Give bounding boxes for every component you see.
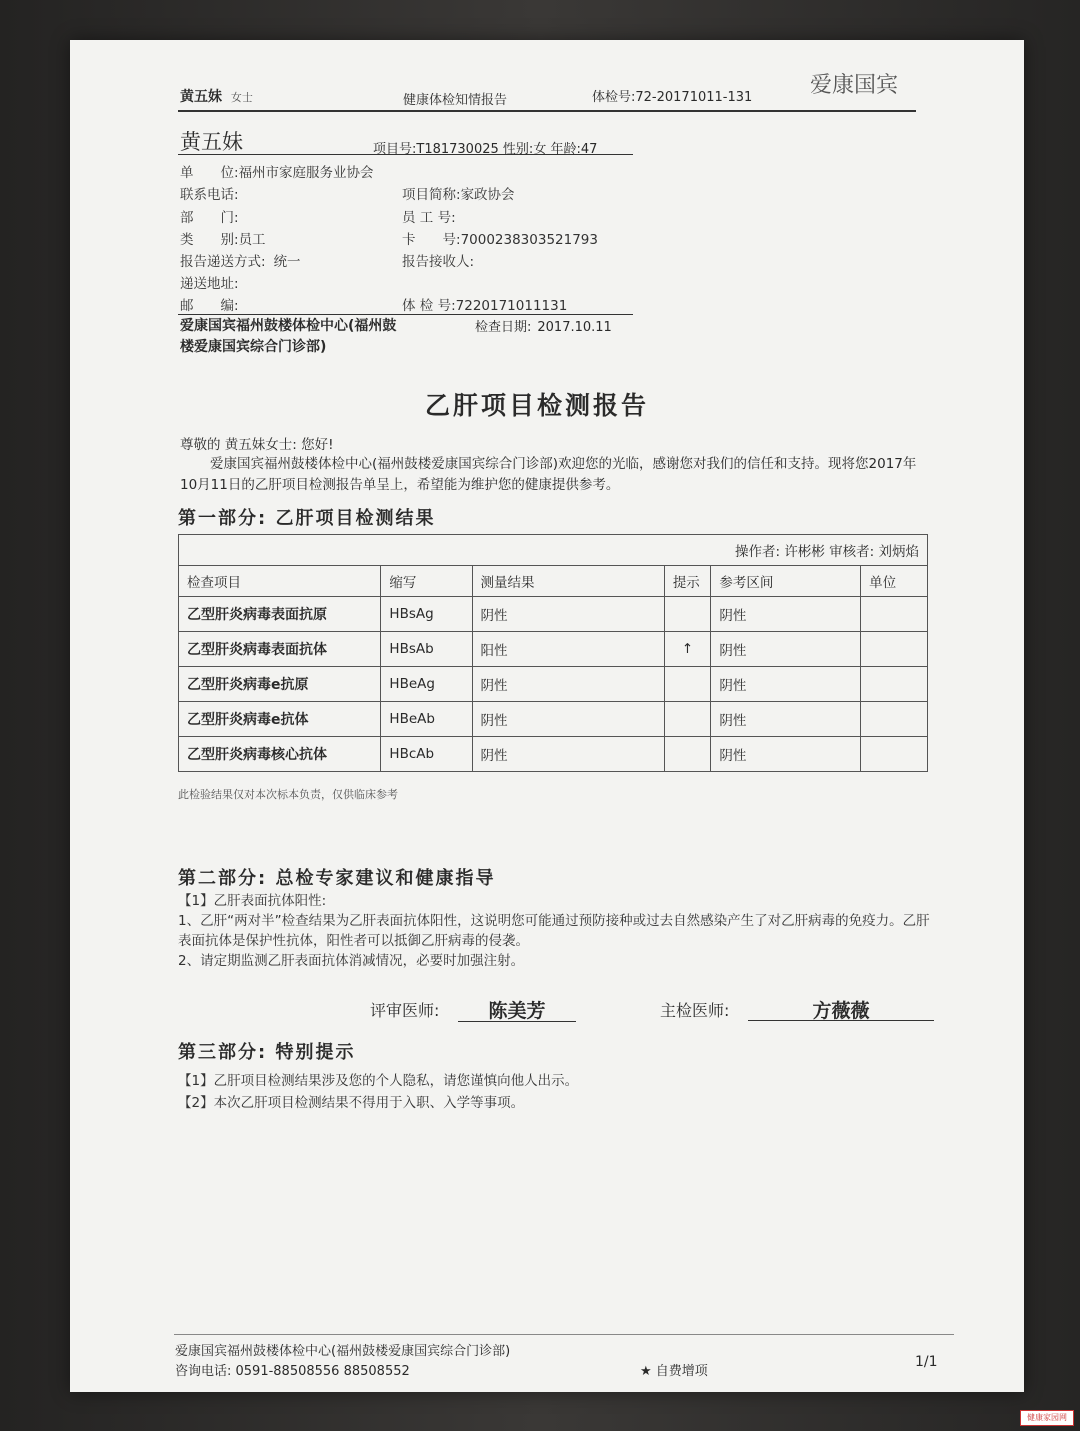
advice-line-2: 2、请定期监测乙肝表面抗体消减情况，必要时加强注射。 [178, 953, 525, 969]
ref-cell: 阴性 [711, 632, 861, 667]
age-value: 47 [580, 142, 598, 157]
item-cell: 乙型肝炎病毒e抗体 [179, 702, 381, 737]
check-date-label: 检查日期: [475, 320, 532, 335]
category-row [180, 228, 266, 248]
employee-no-row [402, 206, 456, 226]
table-row [179, 597, 928, 632]
ref-cell: 阴性 [711, 667, 861, 702]
abbr-cell: HBsAg [381, 597, 472, 632]
postcode-label: 邮 编: [180, 298, 239, 314]
col-header: 参考区间 [711, 566, 861, 597]
col-header: 测量结果 [472, 566, 664, 597]
chief-signature: 方薇薇 [812, 1000, 870, 1022]
card-row [402, 228, 598, 248]
item-cell: 乙型肝炎病毒表面抗原 [179, 597, 381, 632]
abbr-cell: HBeAb [381, 702, 472, 737]
header-report-title: 健康体检知情报告 [403, 93, 508, 108]
col-header: 单位 [861, 566, 928, 597]
unit-cell [861, 702, 928, 737]
project-no-value: T181730025 [416, 142, 499, 157]
header-patient [180, 86, 253, 106]
card-label: 卡 号: [402, 232, 461, 248]
header-patient-name: 黄五妹 [180, 89, 222, 105]
org-name: 爱康国宾福州鼓楼体检中心(福州鼓楼爱康国宾综合门诊部) [180, 318, 397, 355]
check-date [475, 316, 612, 335]
exam-no-row [402, 294, 567, 314]
footer-divider [174, 1334, 954, 1335]
intro-text: 爱康国宾福州鼓楼体检中心(福州鼓楼爱康国宾综合门诊部)欢迎您的光临，感谢您对我们的信任和支持。现将您2017年10月11日的乙肝项目检测报告单呈上，希望能为维护您的健康提供参考。 [180, 456, 917, 493]
unit-cell [861, 737, 928, 772]
header-divider [178, 110, 916, 112]
section3-title: 第三部分: 特别提示 [178, 1042, 356, 1063]
category-value: 员工 [238, 232, 266, 248]
project-name-label: 项目简称: [402, 187, 461, 203]
dept-row [180, 206, 239, 226]
chief-label: 主检医师: [660, 1001, 730, 1020]
unit-label: 单 位: [180, 165, 239, 181]
delivery-row [180, 250, 301, 270]
project-name-row [402, 183, 515, 203]
abbr-cell: HBcAb [381, 737, 472, 772]
hint-cell [664, 597, 711, 632]
phone-row [180, 183, 239, 203]
gender-value: 女 [533, 142, 547, 157]
postcode-row [180, 294, 239, 314]
col-header: 检查项目 [179, 566, 381, 597]
col-header: 缩写 [381, 566, 472, 597]
dept-label: 部 门: [180, 210, 239, 226]
ref-cell: 阴性 [711, 597, 861, 632]
hint-cell [664, 702, 711, 737]
footer-page-number: 1/1 [915, 1354, 938, 1370]
unit-cell [861, 667, 928, 702]
reviewer-label: 评审医师: [370, 1001, 440, 1020]
result-cell: 阴性 [472, 737, 664, 772]
table-header-row [179, 566, 928, 597]
col-header: 提示 [664, 566, 711, 597]
chief-signature-line [748, 1020, 934, 1021]
table-row [179, 667, 928, 702]
watermark-badge: 健康家园网 [1020, 1410, 1074, 1426]
project-no-label: 项目号: [373, 142, 417, 157]
result-cell: 阴性 [472, 667, 664, 702]
section1-title: 第一部分: 乙肝项目检测结果 [178, 508, 436, 529]
table-row [179, 632, 928, 667]
delivery-value: 统一 [273, 254, 301, 270]
unit-cell [861, 597, 928, 632]
special-tips [178, 1070, 578, 1114]
unit-value: 福州市家庭服务业协会 [238, 165, 374, 181]
receiver-label: 报告接收人: [402, 254, 475, 270]
results-disclaimer: 此检验结果仅对本次标本负责，仅供临床参考 [178, 788, 398, 801]
item-cell: 乙型肝炎病毒表面抗体 [179, 632, 381, 667]
address-row [180, 272, 239, 292]
age-label: 年龄: [550, 142, 581, 157]
operators-cell: 操作者: 许彬彬 审核者: 刘炳焰 [179, 535, 928, 566]
result-cell: 阴性 [472, 702, 664, 737]
abbr-cell: HBeAg [381, 667, 472, 702]
hint-cell: ↑ [664, 632, 711, 667]
item-cell: 乙型肝炎病毒e抗原 [179, 667, 381, 702]
hint-cell [664, 667, 711, 702]
reviewer-signature: 陈美芳 [488, 1000, 546, 1022]
header-exam-number-value: 72-20171011-131 [635, 90, 753, 105]
brand-logo: 爱康国宾 [810, 73, 899, 98]
patient-divider [178, 154, 633, 155]
advice-line-1: 1、乙肝“两对半”检查结果为乙肝表面抗体阳性，这说明您可能通过预防接种或过去自然感染产生了对乙肝病毒的免疫力。乙肝表面抗体是保护性抗体，阳性者可以抵御乙肝病毒的侵袭。 [178, 913, 930, 949]
info-divider [178, 314, 633, 315]
category-label: 类 别: [180, 232, 239, 248]
results-table [178, 534, 928, 772]
ref-cell: 阴性 [711, 737, 861, 772]
card-value: 7000238303521793 [460, 232, 598, 248]
table-row [179, 702, 928, 737]
unit-cell [861, 632, 928, 667]
header-exam-number [592, 86, 752, 105]
abbr-cell: HBsAb [381, 632, 472, 667]
unit-row [180, 161, 374, 181]
report-paper [70, 40, 1024, 1392]
tip-2: 【2】本次乙肝项目检测结果不得用于入职、入学等事项。 [178, 1095, 525, 1111]
receiver-row [402, 250, 474, 270]
greeting: 尊敬的 黄五妹女士: 您好! [180, 437, 334, 453]
section2-title: 第二部分: 总检专家建议和健康指导 [178, 868, 496, 889]
item-cell: 乙型肝炎病毒核心抗体 [179, 737, 381, 772]
footer-self-pay: ★ 自费增项 [640, 1364, 708, 1379]
result-cell: 阳性 [472, 632, 664, 667]
header-exam-number-label: 体检号: [592, 90, 636, 105]
table-row [179, 737, 928, 772]
result-cell: 阴性 [472, 597, 664, 632]
check-date-value: 2017.10.11 [537, 320, 612, 335]
table-operators-row [179, 535, 928, 566]
exam-no-value: 7220171011131 [455, 298, 568, 314]
exam-no-label: 体 检 号: [402, 298, 456, 314]
address-label: 递送地址: [180, 276, 239, 292]
phone-label: 联系电话: [180, 187, 239, 203]
reviewer-signature-line [458, 1021, 576, 1022]
gender-label: 性别: [502, 142, 534, 157]
footer-center-name: 爱康国宾福州鼓楼体检中心(福州鼓楼爱康国宾综合门诊部) [175, 1344, 511, 1359]
advice-heading: 【1】乙肝表面抗体阳性: [178, 893, 327, 909]
hint-cell [664, 737, 711, 772]
footer-phone: 咨询电话: 0591-88508556 88508552 [175, 1364, 410, 1379]
delivery-label: 报告递送方式: [180, 254, 266, 270]
report-title: 乙肝项目检测报告 [425, 391, 650, 420]
advice-block [178, 891, 938, 971]
employee-no-label: 员 工 号: [402, 210, 456, 226]
tip-1: 【1】乙肝项目检测结果涉及您的个人隐私，请您谨慎向他人出示。 [178, 1073, 579, 1089]
patient-name: 黄五妹 [180, 130, 243, 154]
ref-cell: 阴性 [711, 702, 861, 737]
project-name-value: 家政协会 [460, 187, 515, 203]
header-patient-title: 女士 [230, 91, 253, 104]
